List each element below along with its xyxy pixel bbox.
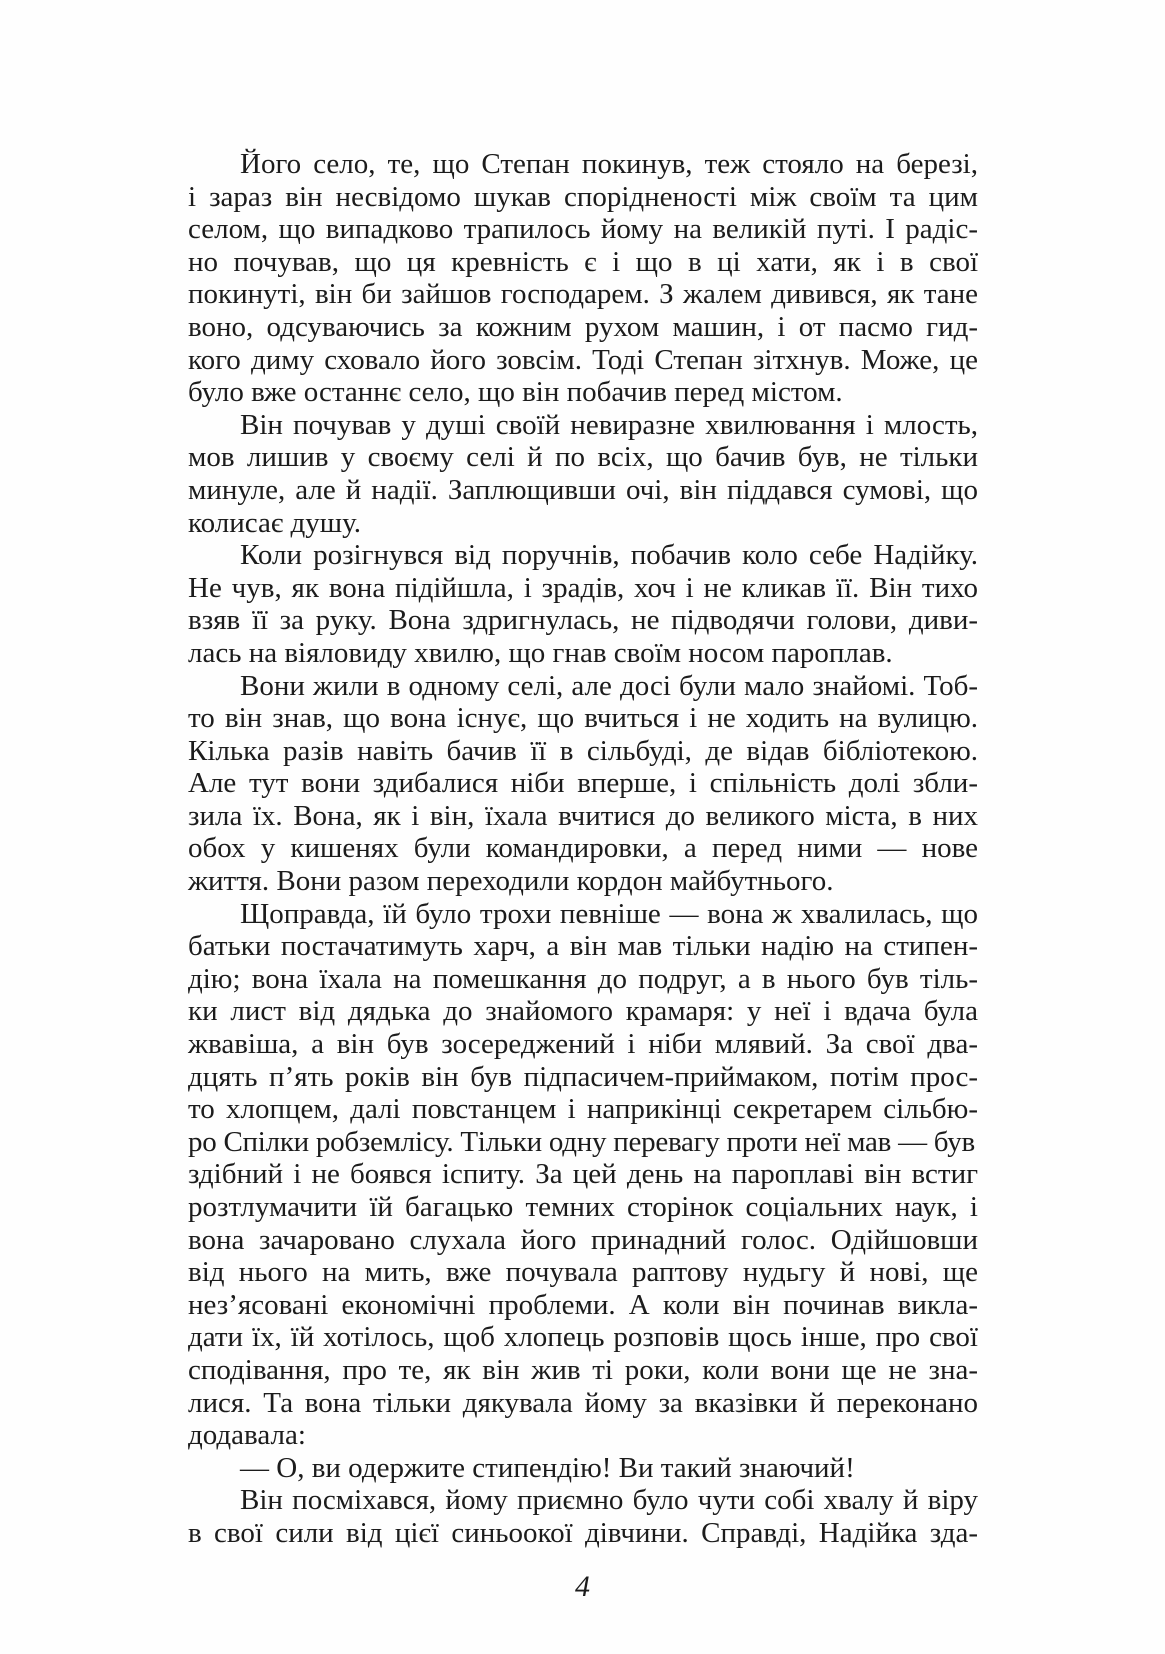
text-line: і зараз він несвідомо шукав спорідненості між своїм та цим	[188, 180, 978, 213]
text-line: кого диму сховало його зовсім. Тоді Степан зітхнув. Може, це	[188, 343, 978, 376]
text-line: вона зачаровано слухала його принадний голос. Одійшовши	[188, 1223, 978, 1256]
text-line: було вже останнє село, що він побачив перед містом.	[188, 376, 843, 409]
text-line: зила їх. Вона, як і він, їхала вчитися до великого міста, в них	[188, 799, 978, 832]
text-line: дію; вона їхала на помешкання до подруг, а в нього був тіль-	[188, 962, 978, 995]
text-line: від нього на мить, вже почувала раптову нудьгу й нові, ще	[188, 1256, 978, 1289]
paragraph	[188, 670, 978, 898]
text-line: сподівання, про те, як він жив ті роки, коли вони ще не зна-	[188, 1353, 978, 1386]
text-line: колисає душу.	[188, 506, 361, 539]
paragraph	[188, 898, 978, 1452]
text-line: в свої сили від цієї синьоокої дівчини. Справді, Надійка зда-	[188, 1516, 978, 1549]
text-line: обох у кишенях були командировки, а перед ними — нове	[188, 832, 978, 865]
paragraph	[188, 1484, 978, 1549]
text-line: взяв її за руку. Вона здригнулась, не підводячи голови, диви-	[188, 604, 978, 637]
text-line: Щоправда, їй було трохи певніше — вона ж хвалилась, що	[240, 897, 978, 930]
text-line: то він знав, що вона існує, що вчиться і не ходить на вулицю.	[188, 702, 978, 735]
text-line: Він посміхався, йому приємно було чути собі хвалу й віру	[240, 1484, 978, 1517]
text-line: лась на віяловиду хвилю, що гнав своїм носом пароплав.	[188, 636, 893, 669]
text-line: батьки постачатимуть харч, а він мав тільки надію на стипен-	[188, 930, 978, 963]
text-line: воно, одсуваючись за кожним рухом машин, і от пасмо гид-	[188, 310, 978, 343]
text-line: то хлопцем, далі повстанцем і наприкінці секретарем сільбю-	[188, 1093, 978, 1126]
page-number: 4	[575, 1570, 590, 1603]
text-line: минуле, але й надії. Заплющивши очі, він піддався сумові, що	[188, 473, 978, 506]
text-line: здібний і не боявся іспиту. За цей день на пароплаві він встиг	[188, 1158, 978, 1191]
text-line: додавала:	[188, 1419, 306, 1452]
text-line: — О, ви одержите стипендію! Ви такий знаючий!	[240, 1451, 855, 1484]
text-line: Він почував у душі своїй невиразне хвилювання і млость,	[240, 408, 978, 441]
text-line: лися. Та вона тільки дякувала йому за вказівки й переконано	[188, 1386, 978, 1419]
text-line: життя. Вони разом переходили кордон майбутнього.	[188, 865, 834, 898]
text-line: но почував, що ця кревність є і що в ці хати, як і в свої	[188, 245, 978, 278]
text-line: дцять п’ять років він був підпасичем-приймаком, потім прос-	[188, 1060, 978, 1093]
text-line: Коли розігнувся від поручнів, побачив коло себе Надійку.	[240, 539, 978, 572]
body-text	[188, 148, 978, 1550]
text-line: нез’ясовані економічні проблеми. А коли він починав викла-	[188, 1288, 978, 1321]
text-line: покинуті, він би зайшов господарем. З жалем дивився, як тане	[188, 278, 978, 311]
text-line: Але тут вони здибалися ніби вперше, і спільність долі збли-	[188, 767, 978, 800]
text-line: жвавіша, а він був зосереджений і ніби млявий. За свої два-	[188, 1028, 978, 1061]
text-line: дати їх, їй хотілось, щоб хлопець розповів щось інше, про свої	[188, 1321, 978, 1354]
text-line: Не чув, як вона підійшла, і зрадів, хоч і не кликав її. Він тихо	[188, 571, 978, 604]
text-line: ки лист від дядька до знайомого крамаря: у неї і вдача була	[188, 995, 978, 1028]
text-line: ро Спілки робземлісу. Тільки одну перевагу проти неї мав — був	[188, 1125, 975, 1158]
paragraph	[188, 1452, 978, 1485]
text-line: розтлумачити їй багацько темних сторінок соціальних наук, і	[188, 1191, 978, 1223]
paragraph	[188, 539, 978, 669]
paragraph	[188, 148, 978, 409]
text-line: Вони жили в одному селі, але досі були мало знайомі. Тоб-	[240, 669, 978, 702]
paragraph	[188, 409, 978, 539]
text-line: мов лишив у своєму селі й по всіх, що бачив був, не тільки	[188, 441, 978, 474]
text-line: селом, що випадково трапилось йому на великій путі. І радіс-	[188, 213, 978, 246]
text-line: Його село, те, що Степан покинув, теж стояло на березі,	[240, 148, 978, 180]
text-line: Кілька разів навіть бачив її в сільбуді, де відав бібліотекою.	[188, 734, 978, 767]
